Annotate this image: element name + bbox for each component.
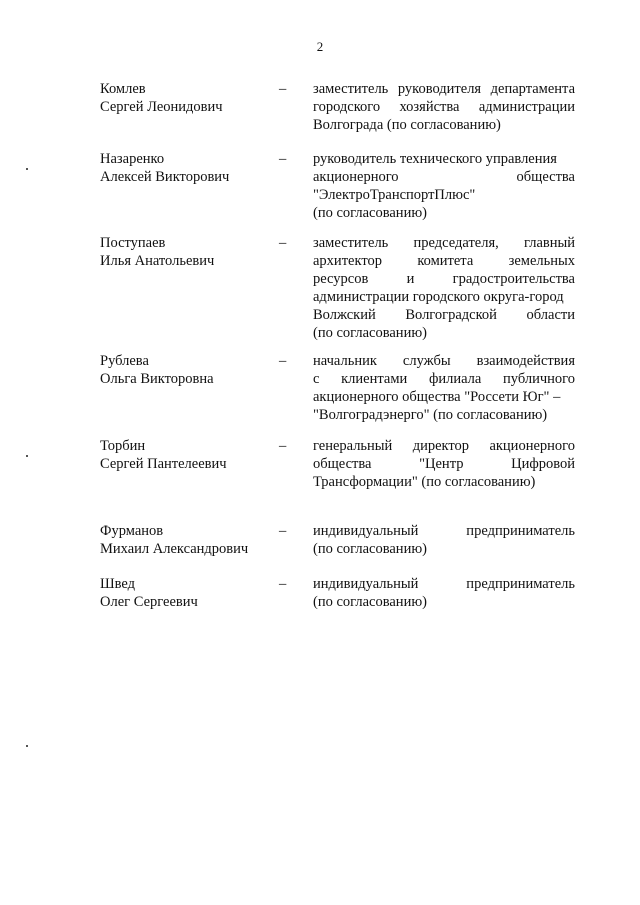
member-surname: Комлев <box>100 81 146 97</box>
member-position <box>313 352 575 424</box>
member-name <box>100 80 280 116</box>
position-line: начальник службы взаимодействия <box>313 353 575 369</box>
member-name <box>100 352 280 388</box>
member-position <box>313 80 575 134</box>
margin-mark <box>26 745 28 747</box>
position-line: с клиентами филиала публичного <box>313 371 575 387</box>
position-line: акционерного общества <box>313 169 575 185</box>
member-given-names: Сергей Леонидович <box>100 99 223 115</box>
position-line: "ЭлектроТранспортПлюс" <box>313 187 476 203</box>
member-name <box>100 522 280 558</box>
position-line: индивидуальный предприниматель <box>313 523 575 539</box>
member-name <box>100 575 280 611</box>
position-line: заместитель председателя, главный <box>313 235 575 251</box>
position-line: общества "Центр Цифровой <box>313 456 575 472</box>
position-line: Волгограда (по согласованию) <box>313 117 501 133</box>
member-position <box>313 437 575 491</box>
member-given-names: Алексей Викторович <box>100 169 230 185</box>
dash-separator: – <box>279 523 287 539</box>
dash-separator: – <box>279 81 287 97</box>
member-position <box>313 150 575 222</box>
position-line: (по согласованию) <box>313 205 427 221</box>
member-given-names: Михаил Александрович <box>100 541 249 557</box>
dash-separator: – <box>279 151 287 167</box>
position-line: Трансформации" (по согласованию) <box>313 474 536 490</box>
member-surname: Фурманов <box>100 523 164 539</box>
member-position <box>313 575 575 611</box>
member-given-names: Илья Анатольевич <box>100 253 215 269</box>
position-line: индивидуальный предприниматель <box>313 576 575 592</box>
position-line: администрации городского округа-город <box>313 289 564 305</box>
member-position <box>313 234 575 342</box>
dash-separator: – <box>279 235 287 251</box>
member-given-names: Ольга Викторовна <box>100 371 214 387</box>
position-line: ресурсов и градостроительства <box>313 271 575 287</box>
dash-separator: – <box>279 438 287 454</box>
member-name <box>100 234 280 270</box>
member-surname: Швед <box>100 576 136 592</box>
margin-mark <box>26 168 28 170</box>
member-given-names: Сергей Пантелеевич <box>100 456 227 472</box>
page-number: 2 <box>316 39 324 54</box>
member-surname: Поступаев <box>100 235 166 251</box>
dash-separator: – <box>279 576 287 592</box>
member-given-names: Олег Сергеевич <box>100 594 198 610</box>
margin-mark <box>26 455 28 457</box>
position-line: городского хозяйства администрации <box>313 99 575 115</box>
position-line: заместитель руководителя департамента <box>313 81 575 97</box>
member-surname: Торбин <box>100 438 146 454</box>
position-line: акционерного общества "Россети Юг" – <box>313 389 561 405</box>
position-line: "Волгоградэнерго" (по согласованию) <box>313 407 548 423</box>
member-surname: Назаренко <box>100 151 165 167</box>
position-line: руководитель технического управления <box>313 151 557 167</box>
position-line: Волжский Волгоградской области <box>313 307 575 323</box>
position-line: архитектор комитета земельных <box>313 253 575 269</box>
member-name <box>100 437 280 473</box>
member-name <box>100 150 280 186</box>
position-line: (по согласованию) <box>313 325 427 341</box>
member-surname: Рублева <box>100 353 149 369</box>
position-line: (по согласованию) <box>313 594 427 610</box>
position-line: (по согласованию) <box>313 541 427 557</box>
member-position <box>313 522 575 558</box>
dash-separator: – <box>279 353 287 369</box>
position-line: генеральный директор акционерного <box>313 438 575 454</box>
